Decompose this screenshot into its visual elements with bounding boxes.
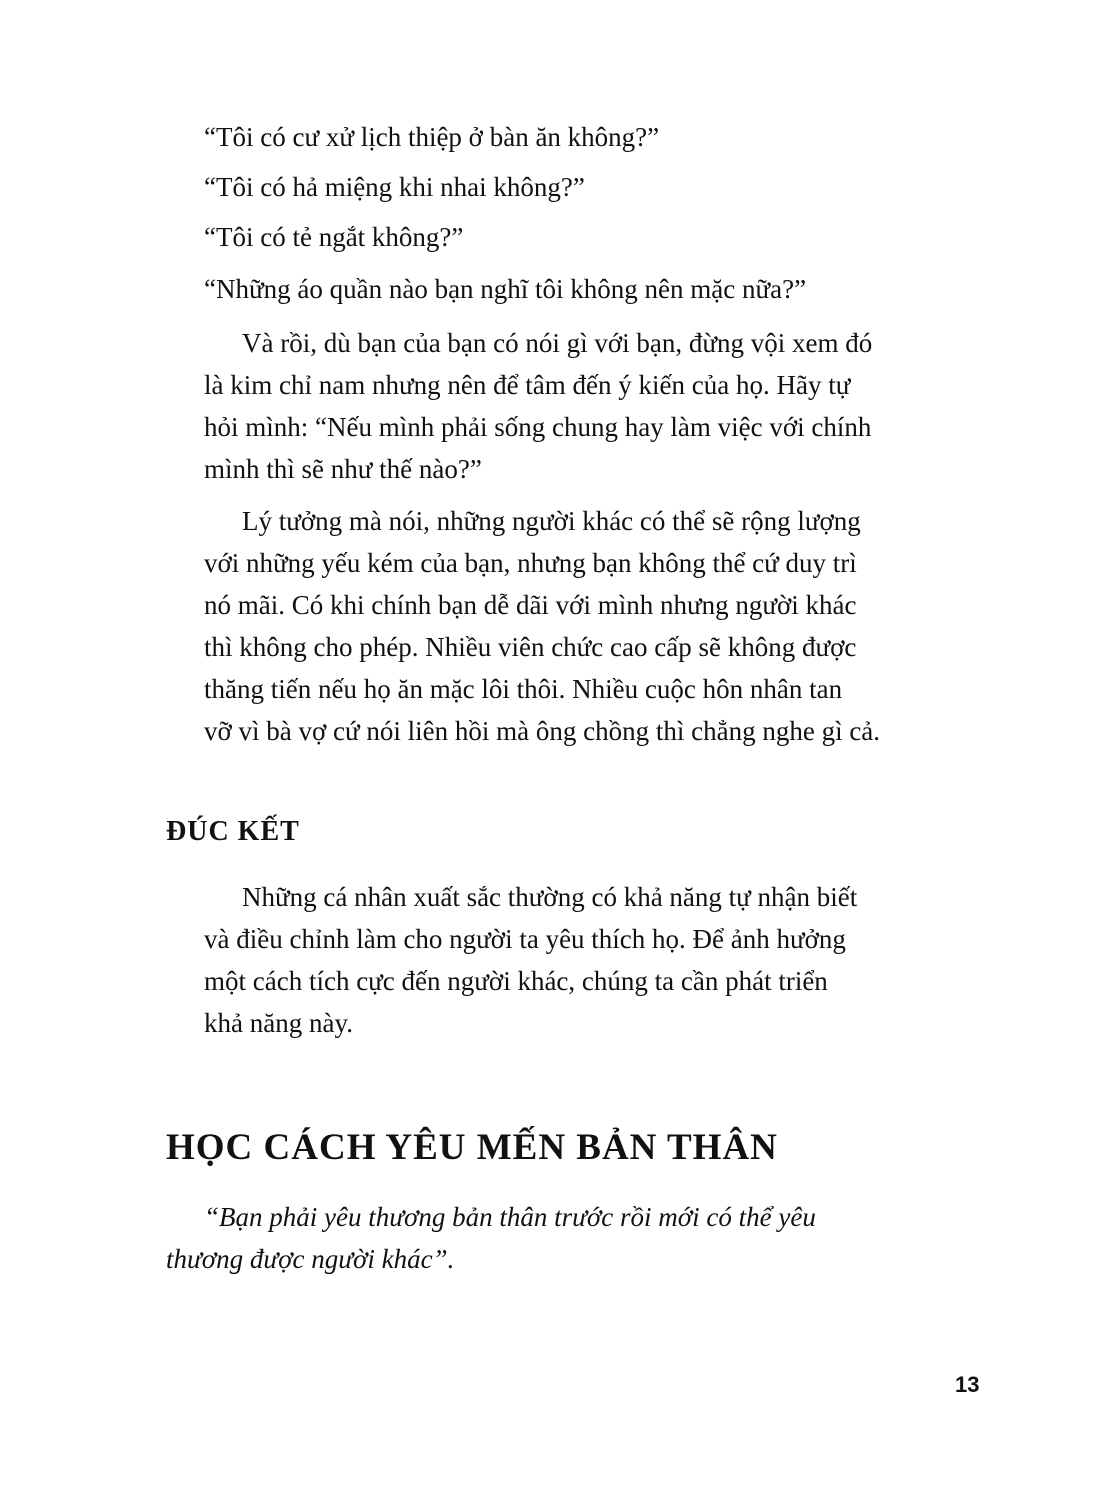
summary-paragraph (166, 876, 988, 1044)
text-line: khả năng này. (204, 1008, 353, 1038)
text-line: Những cá nhân xuất sắc thường có khả năng tự nhận biết (242, 882, 858, 912)
summary-heading: ĐÚC KẾT (166, 816, 300, 847)
text-line: với những yếu kém của bạn, nhưng bạn không thể cứ duy trì (204, 548, 857, 578)
epigraph-quote (166, 1196, 988, 1280)
text-line: Lý tưởng mà nói, những người khác có thể sẽ rộng lượng (242, 506, 861, 536)
text-line: thương được người khác”. (166, 1244, 455, 1274)
section-heading: HỌC CÁCH YÊU MẾN BẢN THÂN (166, 1127, 778, 1168)
text-line: nó mãi. Có khi chính bạn dễ dãi với mình nhưng người khác (204, 590, 857, 620)
paragraph-advice (166, 322, 988, 490)
text-line: mình thì sẽ như thế nào?” (204, 454, 482, 484)
text-line: và điều chỉnh làm cho người ta yêu thích họ. Để ảnh hưởng (204, 924, 846, 954)
quote-line: “Tôi có tẻ ngắt không?” (204, 222, 464, 252)
quote-line: “Tôi có hả miệng khi nhai không?” (204, 172, 585, 202)
text-line: là kim chỉ nam nhưng nên để tâm đến ý kiến của họ. Hãy tự (204, 370, 851, 400)
text-line: thì không cho phép. Nhiều viên chức cao cấp sẽ không được (204, 632, 857, 662)
text-line: “Bạn phải yêu thương bản thân trước rồi mới có thể yêu (204, 1202, 816, 1232)
text-line: một cách tích cực đến người khác, chúng ta cần phát triển (204, 966, 828, 996)
text-line: hỏi mình: “Nếu mình phải sống chung hay làm việc với chính (204, 412, 872, 442)
quote-line: “Những áo quần nào bạn nghĩ tôi không nên mặc nữa?” (204, 274, 807, 304)
text-line: thăng tiến nếu họ ăn mặc lôi thôi. Nhiều cuộc hôn nhân tan (204, 674, 843, 704)
paragraph-ideal (166, 500, 988, 752)
text-line: vỡ vì bà vợ cứ nói liên hồi mà ông chồng thì chẳng nghe gì cả. (204, 716, 881, 746)
quote-line: “Tôi có cư xử lịch thiệp ở bàn ăn không?” (204, 122, 660, 152)
text-line: Và rồi, dù bạn của bạn có nói gì với bạn, đừng vội xem đó (242, 328, 873, 358)
page-number: 13 (955, 1372, 980, 1397)
